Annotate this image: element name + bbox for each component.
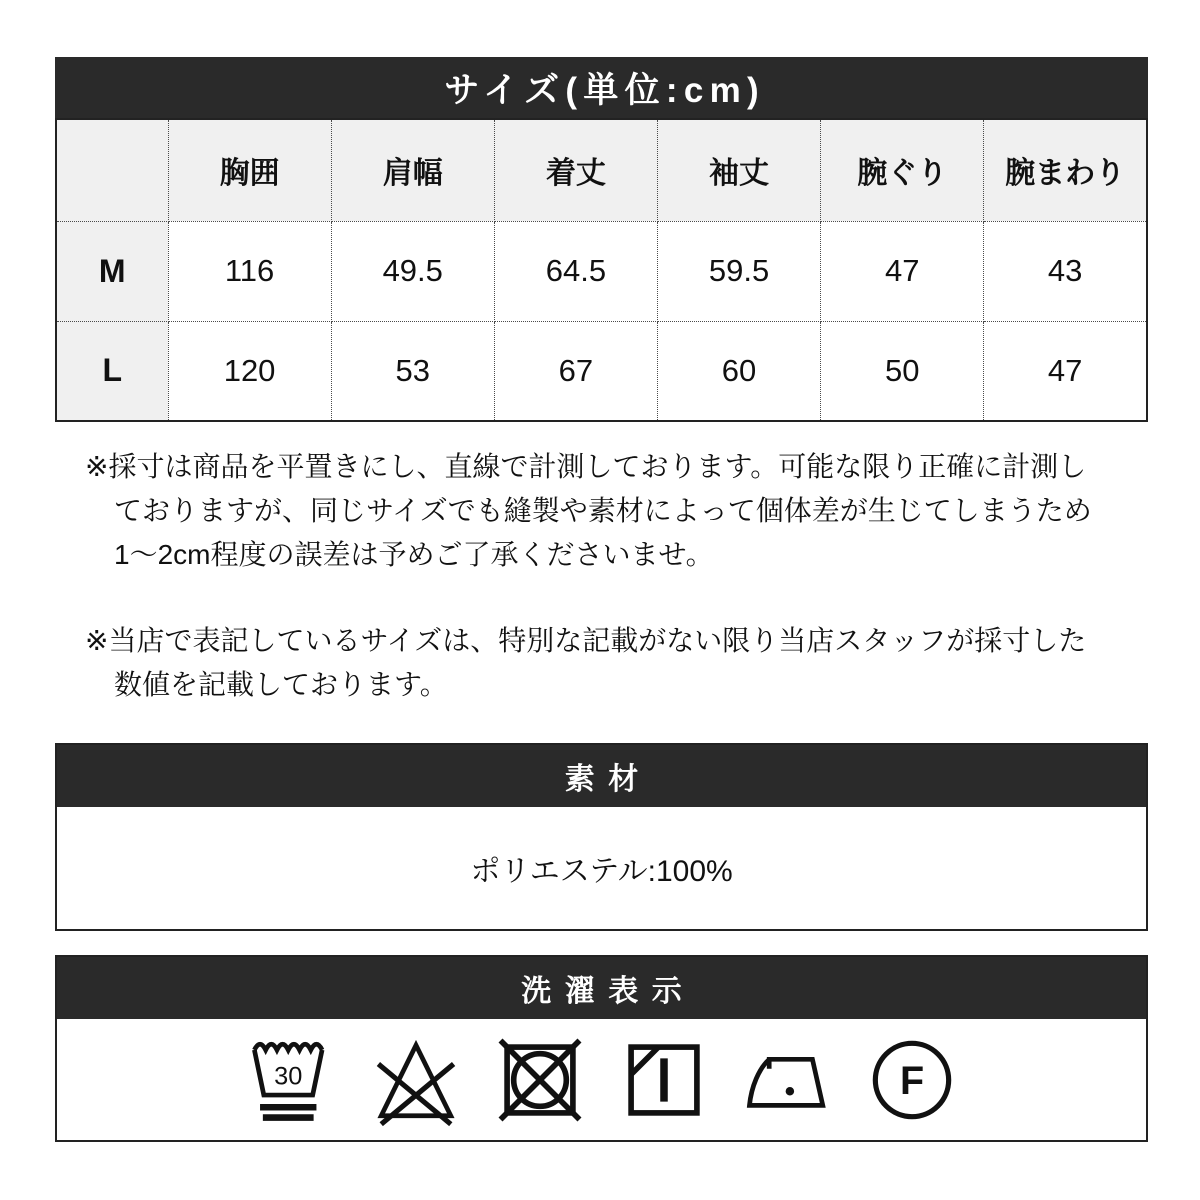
size-row-label: M bbox=[56, 221, 168, 321]
iron-low-heat-icon bbox=[741, 1033, 835, 1127]
header-cell-arm-width: 腕まわり bbox=[984, 119, 1147, 221]
header-cell-length: 着丈 bbox=[494, 119, 657, 221]
care-icons-row bbox=[57, 1019, 1146, 1140]
size-cell: 116 bbox=[168, 221, 331, 321]
note-line: ※採寸は商品を平置きにし、直線で計測しております。可能な限り正確に計測し bbox=[85, 451, 1087, 482]
size-section bbox=[55, 57, 1148, 422]
note-line: ておりますが、同じサイズでも縫製や素材によって個体差が生じてしまうため bbox=[114, 495, 1092, 526]
size-cell: 67 bbox=[494, 321, 657, 421]
care-section bbox=[55, 955, 1148, 1142]
header-cell-sleeve: 袖丈 bbox=[657, 119, 820, 221]
size-cell: 47 bbox=[821, 221, 984, 321]
size-cell: 59.5 bbox=[657, 221, 820, 321]
note-line: 数値を記載しております。 bbox=[114, 669, 448, 700]
size-cell: 53 bbox=[331, 321, 494, 421]
line-dry-in-shade-icon bbox=[617, 1033, 711, 1127]
size-cell: 50 bbox=[821, 321, 984, 421]
size-table bbox=[55, 118, 1148, 422]
table-row-l bbox=[56, 321, 1147, 421]
wash-temp-label: 30 bbox=[273, 1062, 302, 1091]
note-staff-measured bbox=[85, 619, 1148, 707]
header-cell-shoulder: 肩幅 bbox=[331, 119, 494, 221]
wash-30-very-gentle-icon bbox=[245, 1031, 339, 1129]
size-cell: 43 bbox=[984, 221, 1147, 321]
size-cell: 47 bbox=[984, 321, 1147, 421]
size-table-header-row bbox=[56, 119, 1147, 221]
note-measurement bbox=[85, 445, 1148, 577]
header-cell-armhole: 腕ぐり bbox=[821, 119, 984, 221]
material-title: 素材 bbox=[57, 745, 1146, 807]
size-cell: 60 bbox=[657, 321, 820, 421]
size-cell: 64.5 bbox=[494, 221, 657, 321]
header-cell-chest: 胸囲 bbox=[168, 119, 331, 221]
size-cell: 49.5 bbox=[331, 221, 494, 321]
size-spec-page bbox=[55, 57, 1148, 1142]
note-line: ※当店で表記しているサイズは、特別な記載がない限り当店スタッフが採寸した bbox=[85, 625, 1087, 656]
size-notes bbox=[55, 445, 1148, 707]
size-row-label: L bbox=[56, 321, 168, 421]
do-not-bleach-icon bbox=[369, 1033, 463, 1127]
corner-cell bbox=[56, 119, 168, 221]
do-not-tumble-dry-icon bbox=[493, 1033, 587, 1127]
size-cell: 120 bbox=[168, 321, 331, 421]
material-value: ポリエステル:100% bbox=[470, 855, 733, 888]
dry-clean-letter: F bbox=[899, 1058, 924, 1103]
material-section bbox=[55, 743, 1148, 931]
size-table-title: サイズ(単位:cm) bbox=[55, 57, 1148, 118]
note-line: 1〜2cm程度の誤差は予めご了承くださいませ。 bbox=[114, 539, 714, 570]
dry-clean-petroleum-icon bbox=[865, 1033, 959, 1127]
care-title: 洗濯表示 bbox=[57, 957, 1146, 1019]
table-row-m bbox=[56, 221, 1147, 321]
